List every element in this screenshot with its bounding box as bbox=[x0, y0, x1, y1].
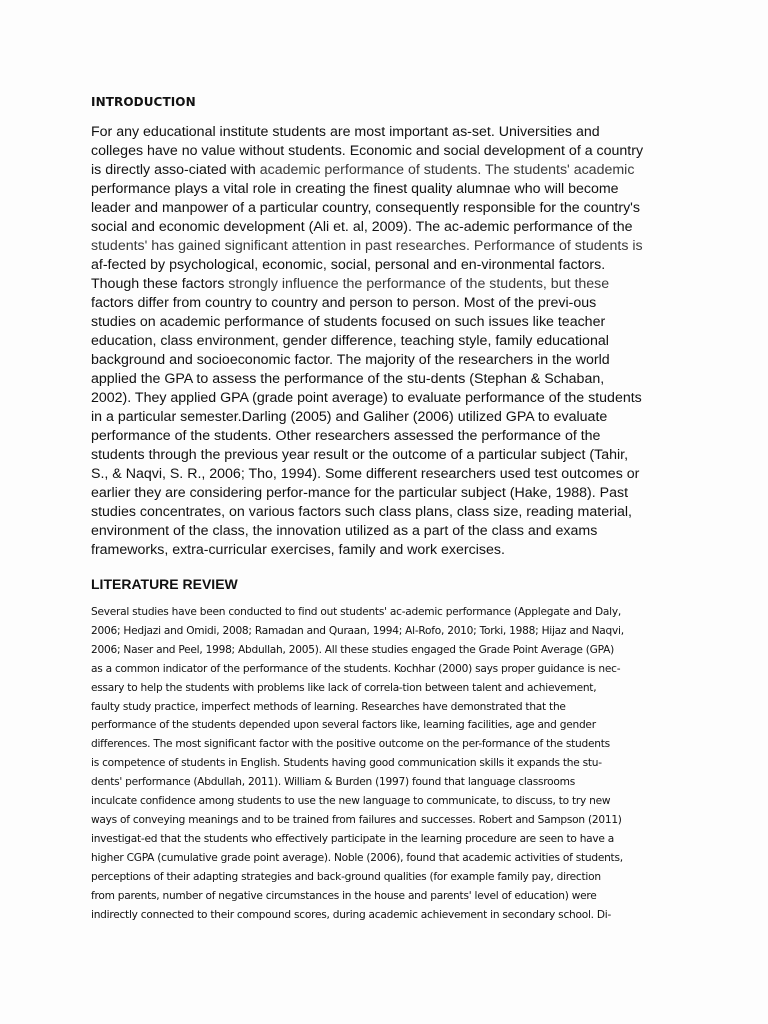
lit-line: 2006; Hedjazi and Omidi, 2008; Ramadan and Quraan, 1994; Al-Rofo, 2010; Torki, 1988; Hijaz and Naqvi, bbox=[91, 624, 624, 637]
literature-review-paragraph bbox=[91, 603, 663, 924]
intro-line: education, class environment, gender difference, teaching style, family educational bbox=[91, 333, 609, 349]
intro-line: performance of the students. Other researchers assessed the performance of the bbox=[91, 428, 601, 444]
lit-line: performance of the students depended upon several factors like, learning facilities, age and gender bbox=[91, 719, 596, 732]
intro-line: studies on academic performance of students focused on such issues like teacher bbox=[91, 314, 606, 330]
intro-line-segment: social and economic development (Ali et. al, 2009). The ac-ademic performance of the bbox=[91, 219, 633, 235]
intro-line: environment of the class, the innovation utilized as a part of the class and exams bbox=[91, 523, 598, 539]
introduction-paragraph bbox=[91, 123, 663, 560]
literature-review-heading: LITERATURE REVIEW bbox=[91, 576, 238, 592]
lit-line: ways of conveying meanings and to be trained from failures and successes. Robert and Sampson (2011) bbox=[91, 813, 622, 826]
intro-line: students through the previous year result or the outcome of a particular subject (Tahir, bbox=[91, 447, 629, 463]
intro-line-segment: students' has gained significant attention in past researches. Performance of students is bbox=[91, 238, 643, 254]
lit-line: differences. The most significant factor with the positive outcome on the per-formance of the students bbox=[91, 738, 610, 751]
lit-line: inculcate confidence among students to use the new language to communicate, to discuss, to try new bbox=[91, 795, 611, 808]
intro-line: earlier they are considering perfor-mance for the particular subject (Hake, 1988). Past bbox=[91, 485, 629, 501]
lit-line: is competence of students in English. Students having good communication skills it expands the stu- bbox=[91, 757, 602, 770]
intro-line bbox=[91, 237, 663, 256]
lit-line: Several studies have been conducted to find out students' ac-ademic performance (Applegate and Daly, bbox=[91, 606, 622, 618]
intro-line-segment: Though these factors bbox=[91, 276, 229, 292]
intro-line-segment: academic performance of students. The students' academic bbox=[259, 162, 635, 178]
lit-line: as a common indicator of the performance of the students. Kochhar (2000) says proper guidance is nec- bbox=[91, 662, 621, 675]
intro-line: S., & Naqvi, S. R., 2006; Tho, 1994). Some different researchers used test outcomes or bbox=[91, 466, 640, 482]
intro-line: 2002). They applied GPA (grade point average) to evaluate performance of the students bbox=[91, 390, 642, 406]
lit-line: investigat-ed that the students who effectively participate in the learning procedure are seen to have a bbox=[91, 832, 615, 845]
lit-line: faulty study practice, imperfect methods of learning. Researches have demonstrated that the bbox=[91, 700, 566, 713]
intro-line bbox=[91, 275, 663, 294]
intro-line: af-fected by psychological, economic, social, personal and en-vironmental factors. bbox=[91, 257, 606, 273]
lit-line: from parents, number of negative circumstances in the house and parents' level of education) were bbox=[91, 889, 597, 902]
intro-line: studies concentrates, on various factors such class plans, class size, reading material, bbox=[91, 504, 632, 520]
intro-line bbox=[91, 161, 663, 180]
intro-line: background and socioeconomic factor. The majority of the researchers in the world bbox=[91, 352, 610, 368]
intro-line bbox=[91, 218, 663, 237]
intro-line: For any educational institute students are most important as-set. Universities and bbox=[91, 124, 600, 140]
intro-line: performance plays a vital role in creating the finest quality alumnae who will become bbox=[91, 181, 619, 197]
intro-line: applied the GPA to assess the performance of the stu-dents (Stephan & Schaban, bbox=[91, 371, 605, 387]
intro-line: factors differ from country to country and person to person. Most of the previ-ous bbox=[91, 295, 597, 311]
intro-line-segment: strongly influence the performance of the students, but these bbox=[228, 276, 610, 292]
lit-line: higher CGPA (cumulative grade point average). Noble (2006), found that academic activities of students, bbox=[91, 851, 623, 864]
lit-line: dents' performance (Abdullah, 2011). William & Burden (1997) found that language classrooms bbox=[91, 776, 575, 789]
intro-line: colleges have no value without students. Economic and social development of a country bbox=[91, 143, 644, 159]
introduction-heading: INTRODUCTION bbox=[91, 95, 196, 109]
lit-line: 2006; Naser and Peel, 1998; Abdullah, 2005). All these studies engaged the Grade Point Average (GPA) bbox=[91, 643, 614, 656]
intro-line: leader and manpower of a particular country, consequently responsible for the country's bbox=[91, 200, 640, 216]
lit-line: essary to help the students with problems like lack of correla-tion between talent and achievement, bbox=[91, 681, 597, 694]
lit-line: indirectly connected to their compound scores, during academic achievement in secondary school. Di- bbox=[91, 908, 612, 921]
lit-line: perceptions of their adapting strategies and back-ground qualities (for example family pay, direction bbox=[91, 870, 601, 883]
intro-line-segment: is directly asso-ciated with bbox=[91, 162, 260, 178]
intro-line: in a particular semester.Darling (2005) and Galiher (2006) utilized GPA to evaluate bbox=[91, 409, 608, 425]
intro-line: frameworks, extra-curricular exercises, family and work exercises. bbox=[91, 542, 505, 558]
